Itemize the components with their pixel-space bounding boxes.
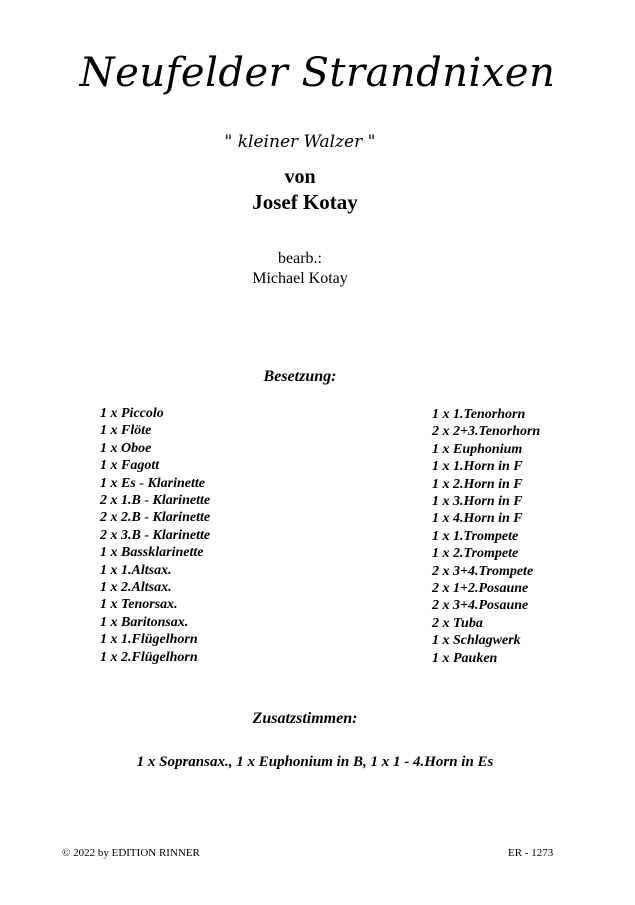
instrument-item: 2 x Tuba	[432, 615, 483, 631]
instrument-item: 1 x 1.Tenorhorn	[432, 407, 526, 422]
by-label: von	[284, 166, 316, 188]
instrument-item: 2 x 3+4.Trompete	[432, 563, 534, 579]
instrument-item: 1 x Flöte	[100, 423, 152, 439]
arrangement-label: bearb.:	[278, 250, 322, 267]
catalog-number: ER - 1273	[508, 847, 554, 859]
instrument-item: 1 x Bassklarinette	[100, 545, 204, 561]
instrument-item: 1 x 1.Flügelhorn	[100, 632, 198, 648]
instrument-item: 1 x Piccolo	[100, 406, 164, 421]
instrument-item: 1 x Schlagwerk	[432, 633, 521, 649]
instrument-item: 1 x Pauken	[432, 650, 498, 666]
composer-name: Josef Kotay	[252, 190, 358, 214]
instrument-item: 1 x Baritonsax.	[100, 614, 189, 630]
instrument-item: 1 x 1.Altsax.	[100, 562, 172, 578]
instrument-item: 1 x Es - Klarinette	[100, 475, 206, 491]
instrumentation-left-list	[100, 405, 210, 666]
instrument-item: 2 x 2+3.Tenorhorn	[432, 424, 541, 440]
instrument-item: 1 x Euphonium	[432, 441, 523, 457]
instrument-item: 1 x Oboe	[100, 440, 152, 456]
instrument-item: 1 x 3.Horn in F	[432, 494, 523, 510]
instrument-item: 1 x 1.Trompete	[432, 528, 519, 544]
instrument-item: 2 x 1.B - Klarinette	[100, 493, 211, 509]
instrument-item: 2 x 3+4.Posaune	[432, 598, 529, 614]
instrument-item: 1 x Tenorsax.	[100, 597, 178, 613]
instrument-item: 1 x 2.Horn in F	[432, 476, 523, 492]
instrument-item: 1 x 2.Altsax.	[100, 580, 172, 596]
instrument-item: 1 x Fagott	[100, 458, 160, 474]
instrument-item: 2 x 1+2.Posaune	[432, 581, 529, 597]
additional-parts-heading: Zusatzstimmen:	[252, 710, 358, 727]
instrumentation-right-list	[432, 406, 540, 667]
instrument-item: 1 x 1.Horn in F	[432, 459, 523, 475]
piece-title: Neufelder Strandnixen	[79, 50, 556, 96]
additional-parts-text: 1 x Sopransax., 1 x Euphonium in B, 1 x 1 - 4.Horn in Es	[136, 754, 494, 770]
copyright-notice: © 2022 by EDITION RINNER	[62, 847, 200, 859]
instrument-item: 1 x 2.Flügelhorn	[100, 649, 198, 665]
arranger-name: Michael Kotay	[252, 270, 348, 287]
instrument-item: 2 x 2.B - Klarinette	[100, 510, 211, 526]
instrument-item: 1 x 2.Trompete	[432, 546, 519, 562]
instrument-item: 2 x 3.B - Klarinette	[100, 527, 211, 543]
instrument-item: 1 x 4.Horn in F	[432, 511, 523, 527]
piece-subtitle: " kleiner Walzer "	[224, 132, 376, 152]
instrumentation-heading: Besetzung:	[263, 368, 337, 385]
